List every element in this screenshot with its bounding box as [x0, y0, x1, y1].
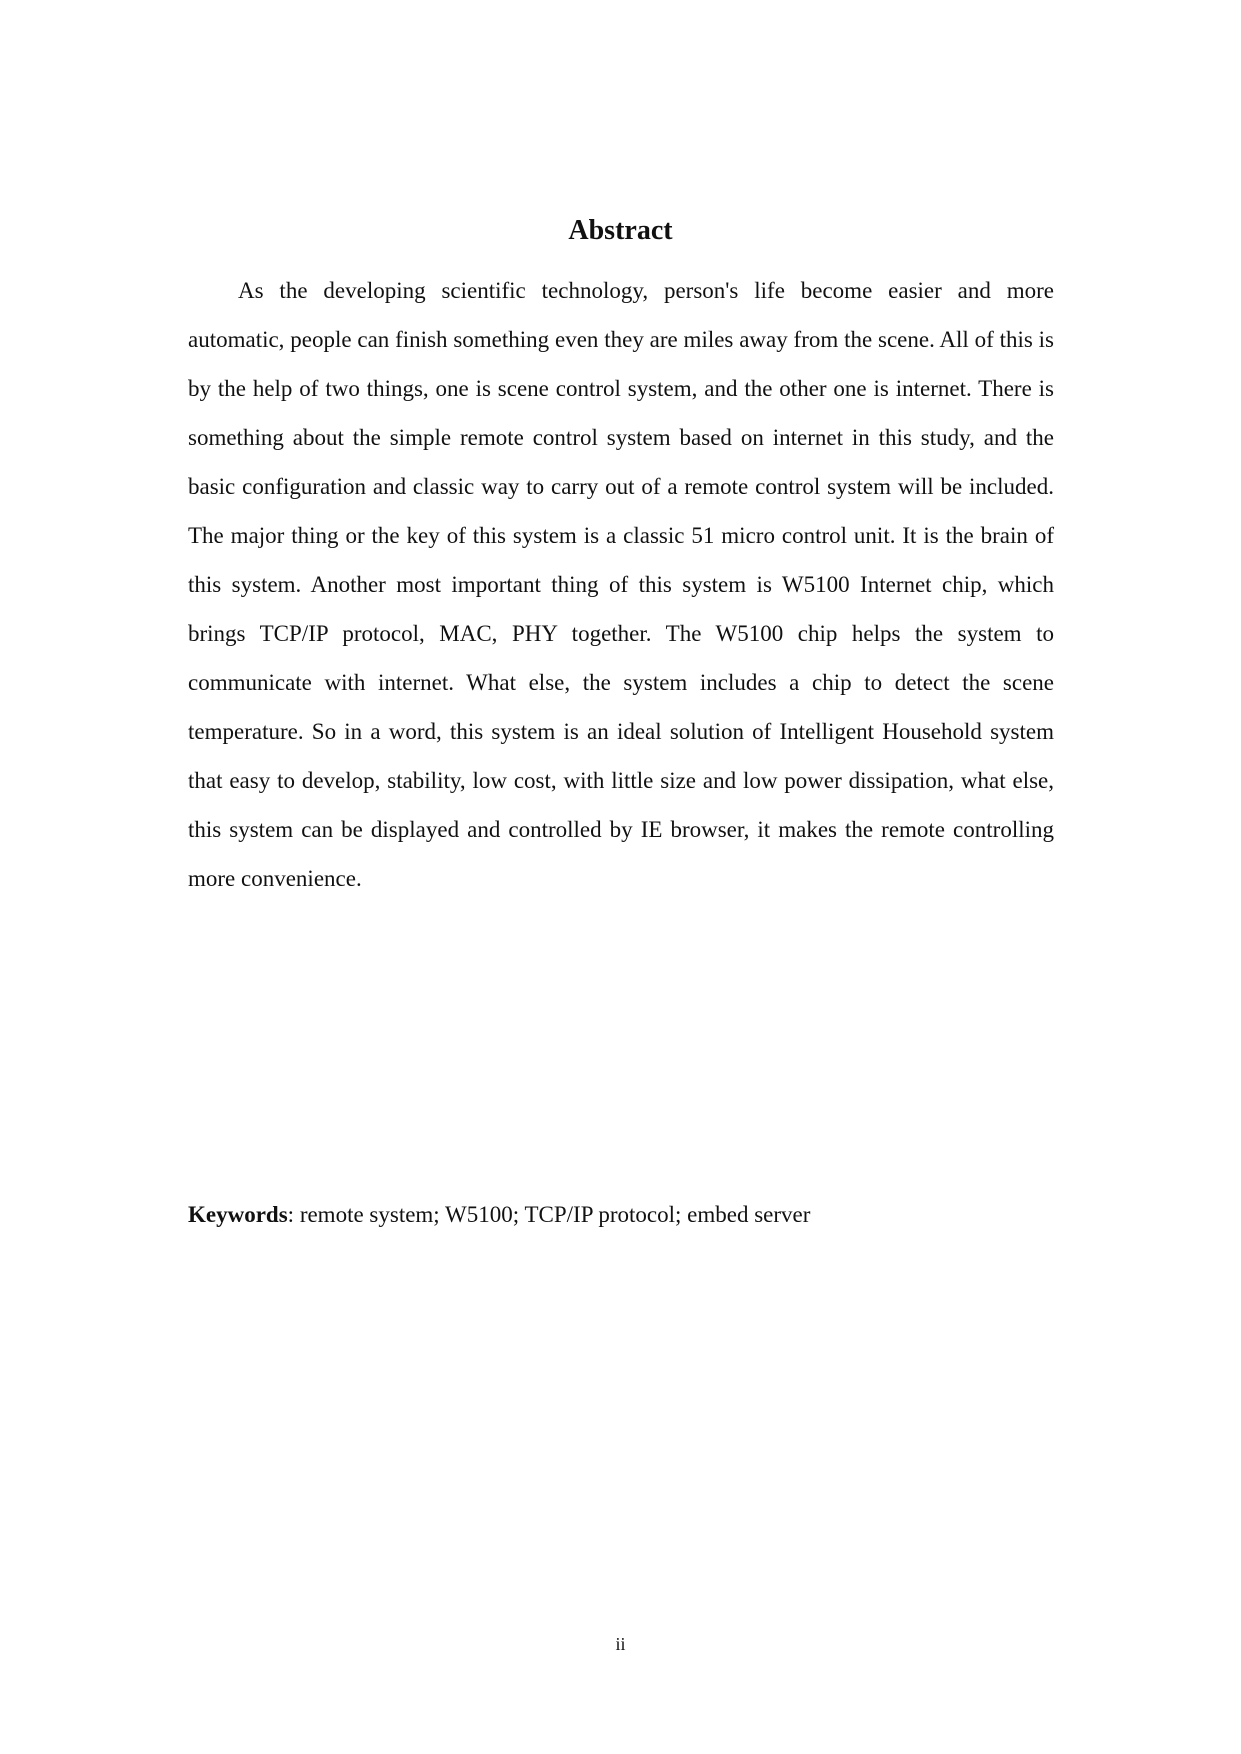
keywords-separator: : [287, 1202, 300, 1227]
abstract-body: As the developing scientific technology, person's life become easier and more automatic, people can finish something even they are miles away from the scene. All of this is by the help of two things, one is scene control system, and the other one is internet. There is something about the simple remote control system based on internet in this study, and the basic configuration and classic way to carry out of a remote control system will be included. The major thing or the key of this system is a classic 51 micro control unit. It is the brain of this system. Another most important thing of this system is W5100 Internet chip, which brings TCP/IP protocol, MAC, PHY together. The W5100 chip helps the system to communicate with internet. What else, the system includes a chip to detect the scene temperature. So in a word, this system is an ideal solution of Intelligent Household system that easy to develop, stability, low cost, with little size and low power dissipation, what else, this system can be displayed and controlled by IE browser, it makes the remote controlling more convenience. [188, 278, 1054, 891]
keywords-text: remote system; W5100; TCP/IP protocol; embed server [299, 1202, 811, 1227]
keywords-label: Keywords [188, 1202, 288, 1227]
abstract-title: Abstract [568, 215, 673, 246]
keywords-line [188, 1198, 1054, 1232]
page-number: ii [615, 1634, 626, 1654]
